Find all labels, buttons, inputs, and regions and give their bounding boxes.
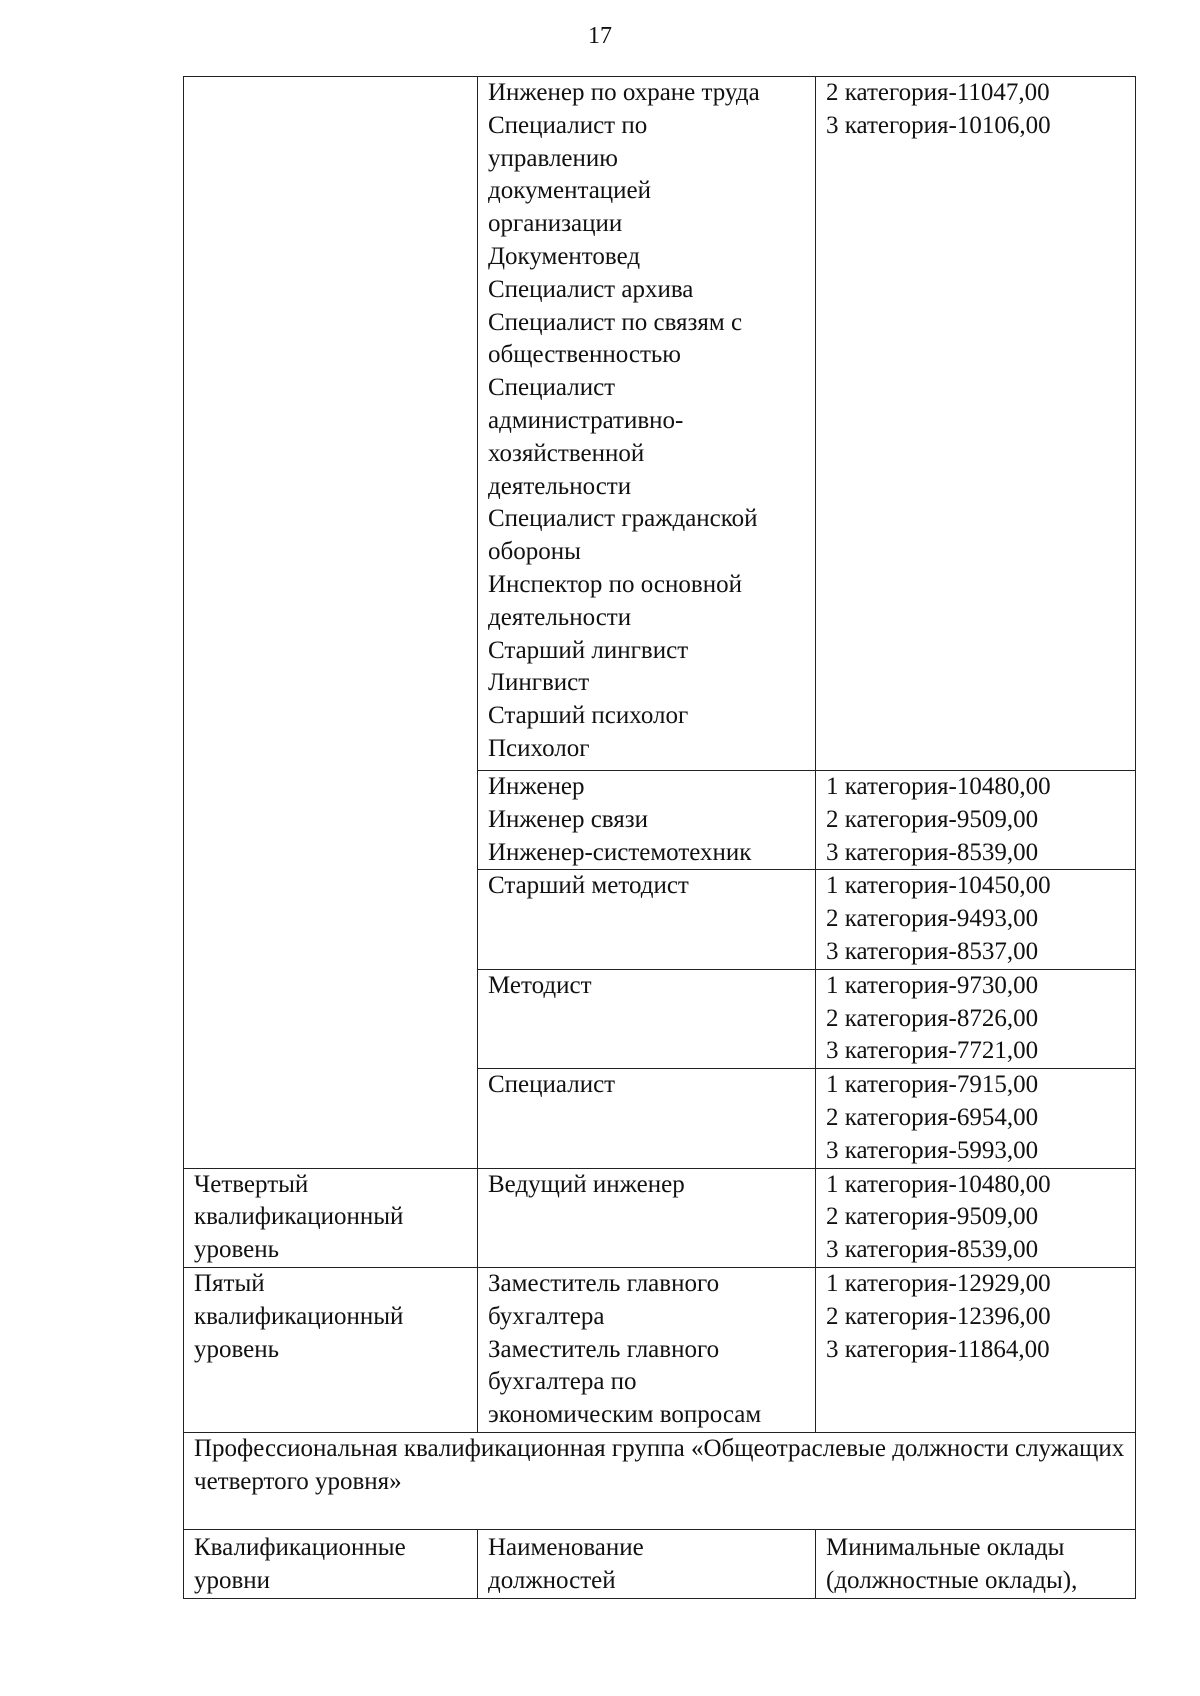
position-line: Инженер по охране труда: [488, 79, 760, 106]
table-row: [184, 1267, 1136, 1432]
salaries-cell: [816, 771, 1136, 870]
salary-line: 3 категория-11864,00: [826, 1335, 1050, 1363]
positions-cell: [478, 870, 816, 969]
level-line: Четвертый: [194, 1170, 309, 1198]
position-line: общественностью: [488, 341, 681, 369]
qualification-level-cell: [184, 1267, 478, 1432]
table-row: [184, 1168, 1136, 1267]
position-line: Старший методист: [488, 872, 689, 900]
header-line: (должностные оклады),: [826, 1566, 1078, 1594]
level-line: Пятый: [194, 1269, 265, 1297]
position-line: деятельности: [488, 603, 632, 631]
position-line: хозяйственной: [488, 439, 645, 467]
positions-cell: [478, 1168, 816, 1267]
position-line: документацией: [488, 177, 652, 205]
position-line: Психолог: [488, 734, 590, 762]
header-level-cell: [184, 1529, 478, 1598]
salary-line: 3 категория-10106,00: [826, 111, 1051, 139]
salary-line: 1 категория-10450,00: [826, 872, 1051, 900]
salary-line: 2 категория-9509,00: [826, 805, 1039, 833]
position-line: Старший лингвист: [488, 636, 689, 664]
salary-line: 2 категория-9493,00: [826, 905, 1039, 933]
table-row: [184, 1432, 1136, 1529]
salary-line: 1 категория-9730,00: [826, 971, 1039, 999]
salaries-cell: [816, 1168, 1136, 1267]
salary-line: 3 категория-7721,00: [826, 1037, 1039, 1065]
position-line: Специалист по связям с: [488, 308, 743, 336]
header-line: Квалификационные: [194, 1533, 406, 1561]
positions-cell: [478, 1069, 816, 1168]
positions-cell: [478, 771, 816, 870]
position-line: управлению: [488, 144, 618, 172]
qualification-level-cell: [184, 77, 478, 1169]
group-title-cell: [184, 1432, 1136, 1529]
header-salaries-cell: [816, 1529, 1136, 1598]
salary-line: 1 категория-12929,00: [826, 1269, 1051, 1297]
position-line: экономическим вопросам: [488, 1401, 762, 1429]
salary-line: 2 категория-11047,00: [826, 79, 1050, 106]
salary-table: [183, 76, 1136, 1599]
position-line: Специалист: [488, 1071, 616, 1099]
position-line: Заместитель главного: [488, 1269, 720, 1297]
position-line: Старший психолог: [488, 702, 689, 730]
page-number: 17: [588, 23, 612, 49]
position-line: Заместитель главного: [488, 1335, 720, 1363]
position-line: Документовед: [488, 242, 641, 270]
position-line: Инженер-системотехник: [488, 838, 752, 866]
salary-line: 2 категория-6954,00: [826, 1103, 1039, 1131]
position-line: бухгалтера по: [488, 1368, 637, 1396]
position-line: деятельности: [488, 472, 632, 500]
salary-line: 3 категория-8537,00: [826, 937, 1039, 965]
salaries-cell: [816, 969, 1136, 1068]
position-line: Методист: [488, 971, 592, 999]
salary-line: 3 категория-5993,00: [826, 1136, 1039, 1164]
positions-cell: [478, 77, 816, 771]
position-line: Специалист: [488, 374, 616, 402]
salary-line: 1 категория-7915,00: [826, 1071, 1039, 1099]
header-line: должностей: [488, 1566, 616, 1594]
position-line: обороны: [488, 538, 581, 566]
positions-cell: [478, 969, 816, 1068]
position-line: Специалист архива: [488, 275, 694, 303]
level-line: квалификационный: [194, 1302, 404, 1330]
salary-line: 3 категория-8539,00: [826, 1236, 1039, 1264]
salaries-cell: [816, 77, 1136, 771]
group-title: Профессиональная квалификационная группа «Общеотраслевые должности служащих четвертого уровня»: [194, 1434, 1125, 1495]
position-line: Инспектор по основной: [488, 570, 742, 598]
header-line: Минимальные оклады: [826, 1533, 1065, 1561]
qualification-level-cell: [184, 1168, 478, 1267]
salary-line: 2 категория-9509,00: [826, 1203, 1039, 1231]
position-line: Инженер связи: [488, 805, 649, 833]
position-line: организации: [488, 210, 623, 238]
header-line: Наименование: [488, 1533, 644, 1561]
position-line: Специалист по: [488, 111, 648, 139]
header-positions-cell: [478, 1529, 816, 1598]
salaries-cell: [816, 1267, 1136, 1432]
salary-line: 1 категория-10480,00: [826, 773, 1051, 800]
level-line: квалификационный: [194, 1203, 404, 1231]
position-line: Ведущий инженер: [488, 1170, 685, 1198]
table-row: [184, 77, 1136, 771]
positions-cell: [478, 1267, 816, 1432]
position-line: Лингвист: [488, 669, 590, 697]
level-line: уровень: [194, 1236, 280, 1264]
salaries-cell: [816, 1069, 1136, 1168]
position-line: Специалист гражданской: [488, 505, 758, 533]
salary-line: 2 категория-12396,00: [826, 1302, 1051, 1330]
position-line: Инженер: [488, 773, 585, 800]
position-line: бухгалтера: [488, 1302, 605, 1330]
header-line: уровни: [194, 1566, 271, 1594]
table-header-row: [184, 1529, 1136, 1598]
salaries-cell: [816, 870, 1136, 969]
level-line: уровень: [194, 1335, 280, 1363]
position-line: административно-: [488, 406, 684, 434]
salary-line: 3 категория-8539,00: [826, 838, 1039, 866]
salary-line: 2 категория-8726,00: [826, 1004, 1039, 1032]
salary-line: 1 категория-10480,00: [826, 1170, 1051, 1198]
